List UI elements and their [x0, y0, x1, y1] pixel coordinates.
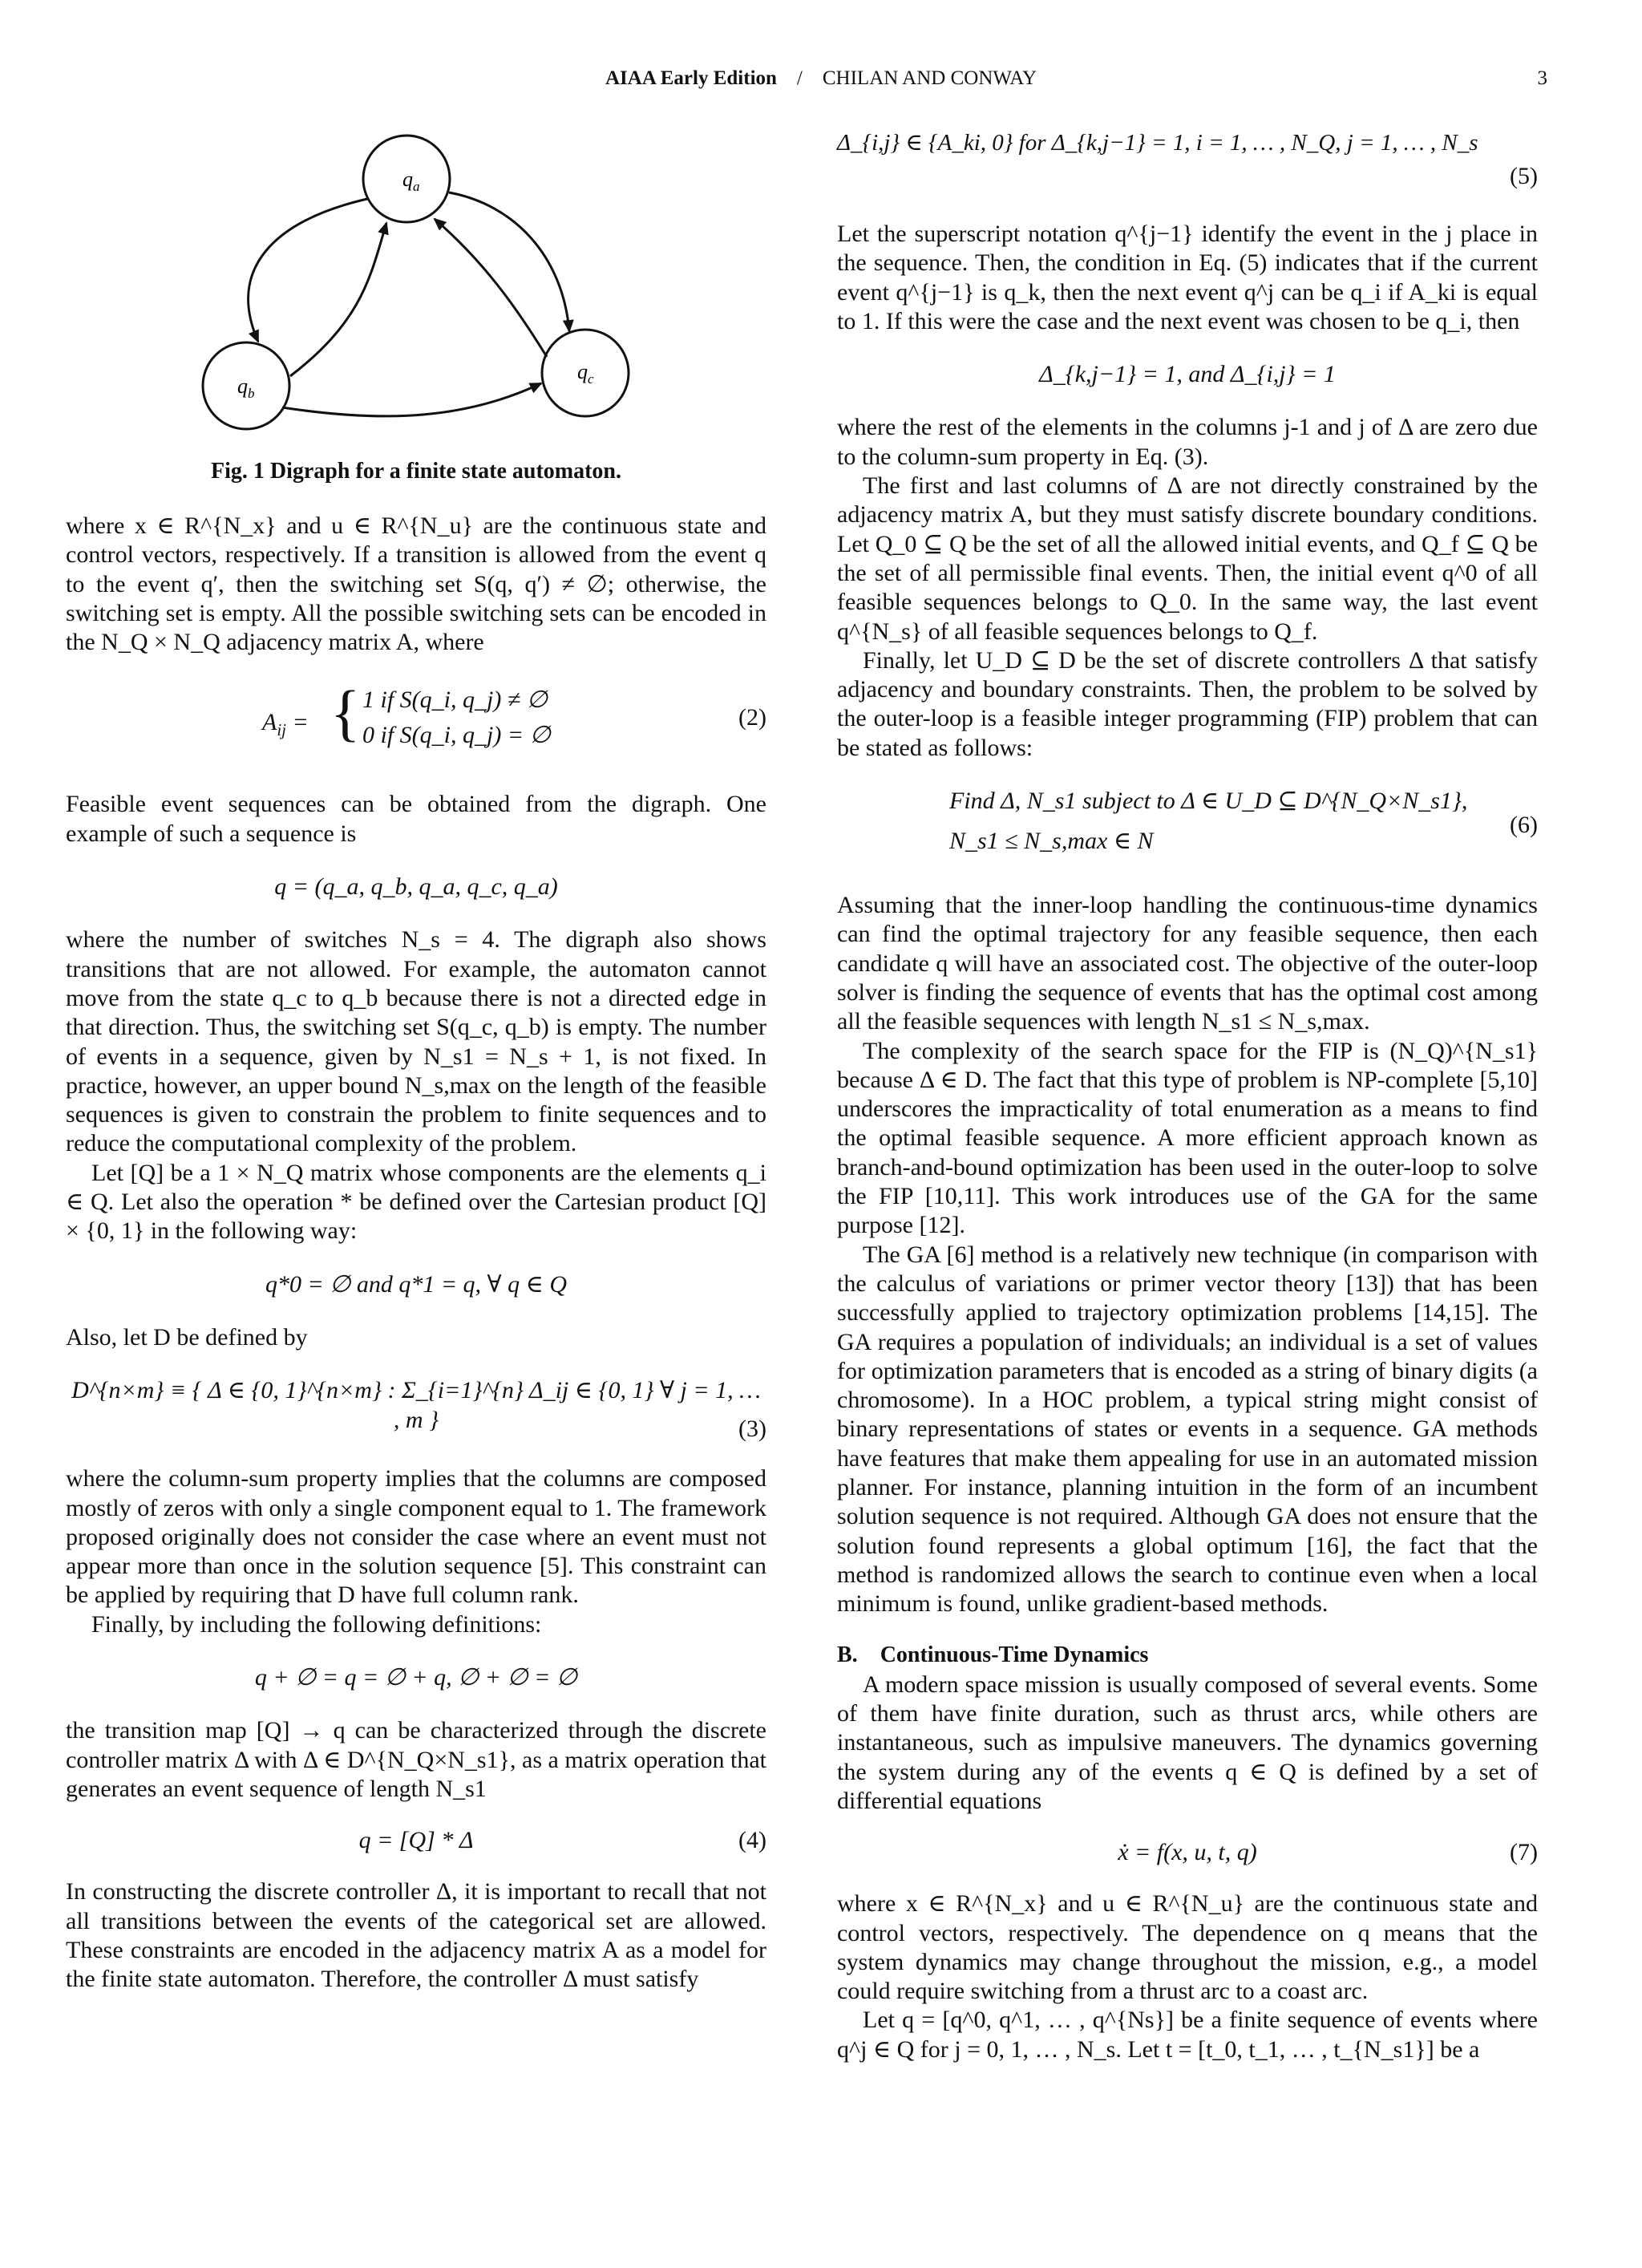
left-column [66, 128, 766, 1994]
eq5-number: (5) [1510, 163, 1538, 189]
edge-qb-qc [282, 383, 541, 416]
right-paragraph-7: The GA [6] method is a relatively new technique (in comparison with the calculus of variations or primer vector theory [13]) that has been successfully applied to trajectory optimization problems [14,15]. The GA requires a population of individuals; an individual is a set of values for optimization parameters that is encoded as a string of binary digits (a chromosome). In a HOC problem, a typical string might consist of binary representations of states or events in a sequence. GA methods have features that make them appealing for use in an automated mission planner. For instance, planning intuition in the form of an incumbent solution sequence is not required. Although GA does not ensure that the solution found represents a global optimum [16], the fact that the method is randomized allows the search to continue even when a local minimum is found, unlike gradient-based methods. [837, 1241, 1538, 1618]
edge-qc-qa [435, 219, 547, 357]
left-paragraph-1: where x ∈ R^{N_x} and u ∈ R^{N_u} are the continuous state and control vectors, respectively. If a transition is allowed from the event q to the event q′, then the switching set S(q, q′) ≠ ∅; otherwise, the switching set is empty. All the possible switching sets can be encoded in the N_Q × N_Q adjacency matrix A, where [66, 512, 766, 656]
equation-6 [837, 787, 1538, 867]
eq5-body: Δ_{i,j} ∈ {A_ki, 0} for Δ_{k,j−1} = 1, i = 1, … , N_Q, j = 1, … , N_s [837, 130, 1478, 156]
equation-4 [66, 1826, 766, 1855]
page-number: 3 [1537, 67, 1547, 89]
left-paragraph-9: In constructing the discrete controller Δ, it is important to recall that not all transitions between the events of the categorical set are allowed. These constraints are encoded in the adjacency matrix A as a model for the finite state automaton. Therefore, the controller Δ must satisfy [66, 1878, 766, 1993]
edge-qa-qb [249, 199, 367, 342]
eq2-row1: 1 if S(q_i, q_j) ≠ ∅ [362, 686, 548, 714]
eq6-number: (6) [1510, 812, 1538, 839]
header-center [0, 67, 1642, 90]
edge-qb-qa [290, 223, 386, 376]
right-paragraph-3: The first and last columns of Δ are not directly constrained by the adjacency matrix A, but they must satisfy discrete boundary conditions. Let Q_0 ⊆ Q be the set of all the allowed initial events, and Q_f ⊆ Q be the set of all permissible final events. Then, the initial event q^0 of all feasible sequences belongs to Q_0. In the same way, the last event q^{N_s} of all feasible sequences belongs to Q_f. [837, 472, 1538, 645]
left-paragraph-2: Feasible event sequences can be obtained from the digraph. One example of such a sequence is [66, 791, 766, 847]
section-title: Continuous-Time Dynamics [880, 1642, 1149, 1668]
equation-3 [66, 1376, 766, 1448]
equation-star: q*0 = ∅ and q*1 = q, ∀ q ∈ Q [265, 1270, 568, 1298]
right-paragraph-1: Let the superscript notation q^{j−1} identify the event in the j place in the sequence. Then, the condition in Eq. (5) indicates that if the current event q^{j−1} is q_k, then the next event q^j can be q_i if A_ki is equal to 1. If this were the case and the next event was chosen to be q_i, then [837, 221, 1538, 334]
header-authors: CHILAN AND CONWAY [822, 67, 1037, 89]
left-paragraph-8: the transition map [Q] → q can be characterized through the discrete controller matrix Δ with Δ ∈ D^{N_Q×N_s1}, as a matrix operation that generates an event sequence of length N_s1 [66, 1717, 766, 1802]
label-qb: $q_b$ [237, 375, 255, 401]
eq4-number: (4) [738, 1827, 766, 1854]
equation-7 [837, 1838, 1538, 1867]
right-paragraph-8: A modern space mission is usually composed of several events. Some of them have finite duration, such as thrust arcs, while others are instantaneous, such as impulsive maneuvers. The dynamics governing the system during any of the events q ∈ Q is defined by a set of differential equations [837, 1671, 1538, 1814]
equation-5 [837, 128, 1538, 196]
right-paragraph-6: The complexity of the search space for the FIP is (N_Q)^{N_s1} because Δ ∈ D. The fact that this type of problem is NP-complete [5,10] underscores the impracticality of total enumeration as a means to find the optimal feasible sequence. A more efficient approach known as branch-and-bound optimization has been used in the outer-loop to solve the FIP [10,11]. This work introduces use of the GA for the same purpose [12]. [837, 1037, 1538, 1239]
running-header [0, 64, 1642, 96]
section-heading [837, 1641, 1538, 1670]
label-qc: $q_c$ [577, 360, 594, 387]
left-paragraph-7: Finally, by including the following definitions: [91, 1610, 542, 1638]
eq4-body: q = [Q] * Δ [358, 1827, 474, 1854]
equation-empty-set: q + ∅ = q = ∅ + q, ∅ + ∅ = ∅ [254, 1664, 578, 1691]
left-paragraph-6: where the column-sum property implies that the columns are composed mostly of zeros with only a single component equal to 1. The framework proposed originally does not consider the case where an event must not appear more than once in the solution sequence [5]. This constraint can be applied by requiring that D have full column rank. [66, 1465, 766, 1609]
header-separator: / [796, 67, 803, 89]
right-paragraph-9: where x ∈ R^{N_x} and u ∈ R^{N_u} are the continuous state and control vectors, respectively. The dependence on q means that the system dynamics may change throughout the mission, e.g., a model could require switching from a thrust arc to a coast arc. [837, 1890, 1538, 2005]
label-qa: $q_a$ [402, 168, 420, 194]
eq7-number: (7) [1510, 1839, 1538, 1866]
right-paragraph-4: Finally, let U_D ⊆ D be the set of discrete controllers Δ that satisfy adjacency and boundary constraints. Then, the problem to be solved by the outer-loop is a feasible integer programming (FIP) problem that can be stated as follows: [837, 646, 1538, 761]
eq2-row2: 0 if S(q_i, q_j) = ∅ [362, 722, 551, 749]
eq6-line2: N_s1 ≤ N_s,max ∈ N [949, 828, 1154, 855]
left-paragraph-4: Let [Q] be a 1 × N_Q matrix whose components are the elements q_i ∈ Q. Let also the operation * be defined over the Cartesian product [Q] × {0, 1} in the following way: [66, 1159, 766, 1245]
eq3-body: D^{n×m} ≡ { Δ ∈ {0, 1}^{n×m} : Σ_{i=1}^{n} Δ_ij ∈ {0, 1} ∀ j = 1, … , m } [71, 1377, 761, 1433]
eq2-number: (2) [738, 704, 766, 731]
left-paragraph-3: where the number of switches N_s = 4. The digraph also shows transitions that are not allowed. For example, the automaton cannot move from the state q_c to q_b because there is not a directed edge in that direction. Thus, the switching set S(q_c, q_b) is empty. The number of events in a sequence, given by N_s1 = N_s + 1, is not fixed. In practice, however, an upper bound N_s,max on the length of the feasible sequences is given to constrain the problem to finite sequences and to reduce the computational complexity of the problem. [66, 926, 766, 1157]
right-paragraph-2: where the rest of the elements in the columns j-1 and j of Δ are zero due to the column-sum property in Eq. (3). [837, 414, 1538, 470]
figure-1 [66, 128, 766, 484]
journal-name: AIAA Early Edition [605, 67, 777, 89]
right-column [837, 128, 1538, 2064]
figure-caption: Fig. 1 Digraph for a finite state automaton. [211, 459, 621, 484]
equation-delta: Δ_{k,j−1} = 1, and Δ_{i,j} = 1 [1039, 361, 1336, 388]
right-paragraph-5: Assuming that the inner-loop handling the continuous-time dynamics can find the optimal trajectory for any feasible sequence, then each candidate q will have an associated cost. The objective of the outer-loop solver is finding the sequence of events that has the optimal cost among all the feasible sequences with length N_s1 ≤ N_s,max. [837, 892, 1538, 1035]
eq3-number: (3) [738, 1415, 766, 1443]
right-paragraph-10: Let q = [q^0, q^1, … , q^{Ns}] be a finite sequence of events where q^j ∈ Q for j = 0, 1, … , N_s. Let t = [t_0, t_1, … , t_{N_s1}] be a [837, 2007, 1538, 2063]
equation-sequence: q = (q_a, q_b, q_a, q_c, q_a) [274, 873, 558, 901]
left-paragraph-5: Also, let D be defined by [66, 1323, 308, 1351]
section-label: B. [837, 1642, 858, 1668]
edge-qa-qc [449, 192, 569, 331]
eq7-body: ẋ = f(x, u, t, q) [1118, 1839, 1257, 1866]
digraph [66, 128, 766, 445]
equation-2: $A_{ij}$ = { 1 if S(q_i, q_j) ≠ ∅ 0 if S(q_i, q_j) = ∅ (2) [66, 679, 766, 769]
eq6-line1: Find Δ, N_s1 subject to Δ ∈ U_D ⊆ D^{N_Q×N_s1}, [949, 788, 1468, 815]
